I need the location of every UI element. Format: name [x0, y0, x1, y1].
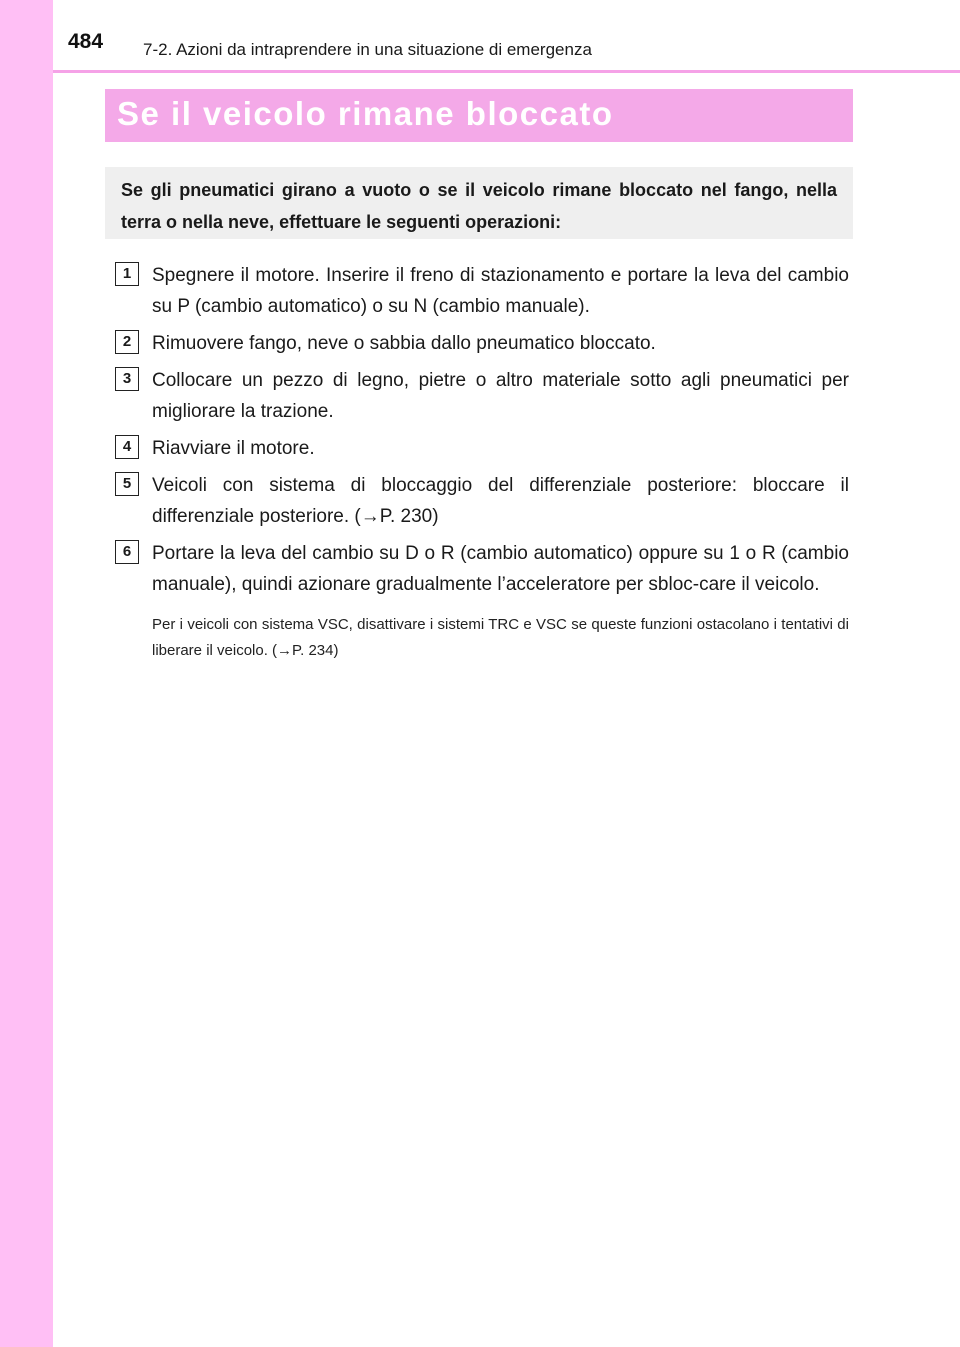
step-item [115, 328, 849, 359]
steps-list [115, 260, 849, 664]
step-text: Veicoli con sistema di bloccaggio del differenziale posteriore: bloccare il differenziale posteriore. (→P. 230) [152, 475, 849, 527]
intro-text: Se gli pneumatici girano a vuoto o se il veicolo rimane bloccato nel fango, nella terra o nella neve, effettuare le seguenti operazioni: [121, 180, 837, 232]
chapter-side-tab [0, 0, 53, 1347]
step-number-badge: 3 [115, 367, 139, 391]
step-text: Rimuovere fango, neve o sabbia dallo pneumatico bloccato. [152, 333, 656, 354]
step-number-badge: 1 [115, 262, 139, 286]
step-number-badge: 2 [115, 330, 139, 354]
chapter-title: 7-2. Azioni da intraprendere in una situazione di emergenza [143, 40, 592, 59]
step-number-badge: 4 [115, 435, 139, 459]
step-text: Spegnere il motore. Inserire il freno di stazionamento e portare la leva del cambio su P (cambio automatico) o su N (cambio manuale). [152, 265, 849, 317]
page-number: 484 [68, 30, 104, 53]
header-rule [53, 70, 960, 73]
step-item [115, 260, 849, 322]
section-title-banner [105, 89, 853, 142]
step-number-badge: 6 [115, 540, 139, 564]
section-title: Se il veicolo rimane bloccato [117, 95, 614, 132]
step-item [115, 538, 849, 600]
step-item [115, 433, 849, 464]
step-item [115, 470, 849, 532]
step-number-badge: 5 [115, 472, 139, 496]
step-text: Riavviare il motore. [152, 438, 315, 459]
step-text: Collocare un pezzo di legno, pietre o altro materiale sotto agli pneumatici per migliorare la trazione. [152, 370, 849, 422]
step-item [115, 365, 849, 427]
step-text: Portare la leva del cambio su D o R (cambio automatico) oppure su 1 o R (cambio manuale), quindi azionare gradualmente l’acceleratore per sbloc-care il veicolo. [152, 543, 849, 595]
page-header [53, 0, 960, 71]
step-note: Per i veicoli con sistema VSC, disattivare i sistemi TRC e VSC se queste funzioni ostacolano i tentativi di liberare il veicolo. (→P. 234) [152, 616, 849, 659]
intro-box [105, 167, 853, 239]
